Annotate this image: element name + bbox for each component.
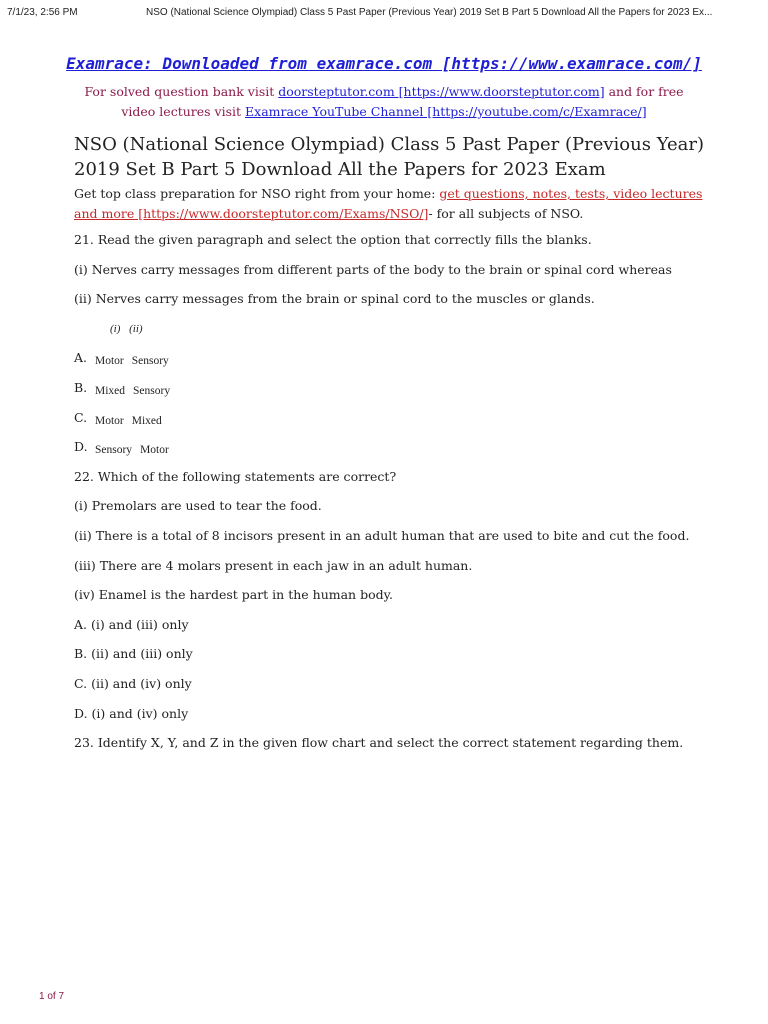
q21-option-c: [74, 409, 704, 439]
option-value-i: Motor: [95, 355, 124, 368]
q22-statement-1: (i) Premolars are used to tear the food.: [74, 498, 322, 514]
option-value-ii: Motor: [140, 444, 169, 457]
promo-prefix: For solved question bank visit: [84, 84, 279, 99]
q22-question: 22. Which of the following statements are correct?: [74, 468, 397, 484]
q21-option-d: [74, 438, 704, 468]
option-value-ii: Mixed: [131, 414, 162, 427]
source-banner-text[interactable]: Examrace: Downloaded from examrace.com [https://www.examrace.com/]: [66, 54, 702, 73]
doorsteptutor-link[interactable]: doorsteptutor.com [https://www.doorsteptutor.com]: [278, 84, 605, 99]
option-letter: C.: [74, 409, 88, 425]
q22-option-c: C. (ii) and (iv) only: [74, 675, 192, 691]
q21-option-a: [74, 349, 704, 379]
intro-suffix: - for all subjects of NSO.: [428, 206, 584, 221]
youtube-channel-link[interactable]: Examrace YouTube Channel [https://youtube.com/c/Examrace/]: [245, 104, 647, 119]
option-value-i: Mixed: [95, 384, 126, 397]
q21-option-b: [74, 379, 704, 409]
promo-text: [70, 82, 698, 122]
print-timestamp: 7/1/23, 2:56 PM: [7, 7, 78, 18]
q22-option-a: A. (i) and (iii) only: [74, 616, 189, 632]
option-value-ii: Sensory: [133, 384, 171, 397]
option-value-ii: Sensory: [131, 355, 169, 368]
document-body: [74, 184, 704, 764]
source-banner[interactable]: [0, 54, 768, 73]
q22-statement-2: (ii) There is a total of 8 incisors present in an adult human that are used to bite and cut the food.: [74, 527, 690, 543]
print-page-title: NSO (National Science Olympiad) Class 5 Past Paper (Previous Year) 2019 Set B Part 5 Download All the Papers for 2023 Ex...: [146, 7, 713, 18]
q23-question: 23. Identify X, Y, and Z in the given flow chart and select the correct statement regarding them.: [74, 735, 684, 751]
option-value-i: Sensory: [95, 444, 133, 457]
page-number: 1 of 7: [39, 991, 65, 1002]
q21-statement-1: (i) Nerves carry messages from different parts of the body to the brain or spinal cord whereas: [74, 261, 672, 277]
option-letter: B.: [74, 379, 88, 395]
nso-resources-link[interactable]: get questions, notes, tests, video lectures and more [https://www.doorsteptutor.com/Exams/NSO/]: [74, 186, 703, 221]
intro-prefix: Get top class preparation for NSO right from your home:: [74, 186, 440, 201]
option-value-i: Motor: [95, 414, 124, 427]
q22-statement-3: (iii) There are 4 molars present in each jaw in an adult human.: [74, 557, 473, 573]
q21-statement-2: (ii) Nerves carry messages from the brain or spinal cord to the muscles or glands.: [74, 291, 595, 307]
q21-question: 21. Read the given paragraph and select the option that correctly fills the blanks.: [74, 232, 592, 247]
option-letter: A.: [74, 350, 88, 366]
intro-paragraph: [74, 184, 704, 224]
print-header: [0, 7, 768, 21]
q22-option-d: D. (i) and (iv) only: [74, 705, 189, 721]
option-letter: D.: [74, 439, 88, 455]
q21-column-heading: (i) (ii): [110, 322, 143, 335]
q22-option-b: B. (ii) and (iii) only: [74, 646, 193, 662]
page-title: NSO (National Science Olympiad) Class 5 Past Paper (Previous Year) 2019 Set B Part 5 Download All the Papers for 2023 Exam: [74, 134, 705, 180]
promo-middle: and for free video lectures visit: [121, 84, 684, 119]
q22-statement-4: (iv) Enamel is the hardest part in the human body.: [74, 587, 393, 603]
